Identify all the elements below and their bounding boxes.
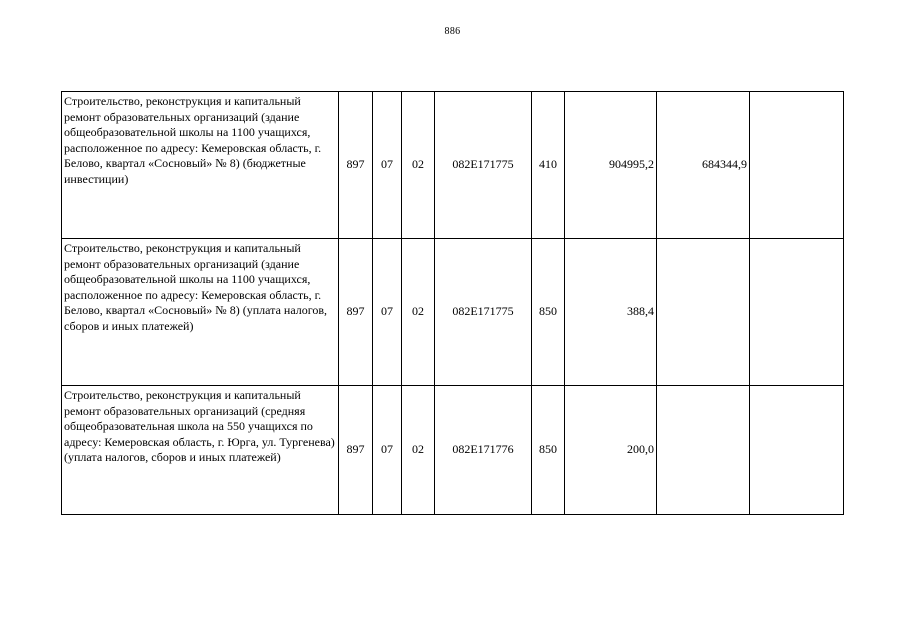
page-number: 886 xyxy=(444,26,461,37)
sum-cell-2 xyxy=(657,386,750,515)
section-cell: 07 xyxy=(373,92,402,239)
row-name-cell: Строительство, реконструкция и капитальный ремонт образовательных организаций (здание общеобразовательной школы на 1100 учащихся, расположенное по адресу: Кемеровская область, г. Белово, квартал «Сосновый» № 8) (бюджетные инвестиции) xyxy=(62,92,339,239)
ministry-cell: 897 xyxy=(339,239,373,386)
sum-cell-1: 200,0 xyxy=(565,386,657,515)
subsection-cell: 02 xyxy=(402,239,435,386)
budget-table xyxy=(61,91,844,515)
expense-type-cell: 850 xyxy=(532,386,565,515)
table-row xyxy=(62,92,844,239)
sum-cell-3 xyxy=(750,386,844,515)
section-cell: 07 xyxy=(373,239,402,386)
target-article-cell: 082Е171775 xyxy=(435,92,532,239)
sum-cell-1: 904995,2 xyxy=(565,92,657,239)
table-row xyxy=(62,386,844,515)
sum-cell-2 xyxy=(657,239,750,386)
target-article-cell: 082Е171775 xyxy=(435,239,532,386)
sum-cell-3 xyxy=(750,239,844,386)
expense-type-cell: 850 xyxy=(532,239,565,386)
target-article-cell: 082Е171776 xyxy=(435,386,532,515)
ministry-cell: 897 xyxy=(339,92,373,239)
subsection-cell: 02 xyxy=(402,92,435,239)
section-cell: 07 xyxy=(373,386,402,515)
sum-cell-3 xyxy=(750,92,844,239)
row-name-cell: Строительство, реконструкция и капитальный ремонт образовательных организаций (здание общеобразовательной школы на 1100 учащихся, расположенное по адресу: Кемеровская область, г. Белово, квартал «Сосновый» № 8) (уплата налогов, сборов и иных платежей) xyxy=(62,239,339,386)
subsection-cell: 02 xyxy=(402,386,435,515)
row-name-cell: Строительство, реконструкция и капитальный ремонт образовательных организаций (средняя общеобразовательная школа на 550 учащихся по адресу: Кемеровская область, г. Юрга, ул. Тургенева) (уплата налогов, сборов и иных платежей) xyxy=(62,386,339,515)
expense-type-cell: 410 xyxy=(532,92,565,239)
table-row xyxy=(62,239,844,386)
sum-cell-1: 388,4 xyxy=(565,239,657,386)
ministry-cell: 897 xyxy=(339,386,373,515)
sum-cell-2: 684344,9 xyxy=(657,92,750,239)
